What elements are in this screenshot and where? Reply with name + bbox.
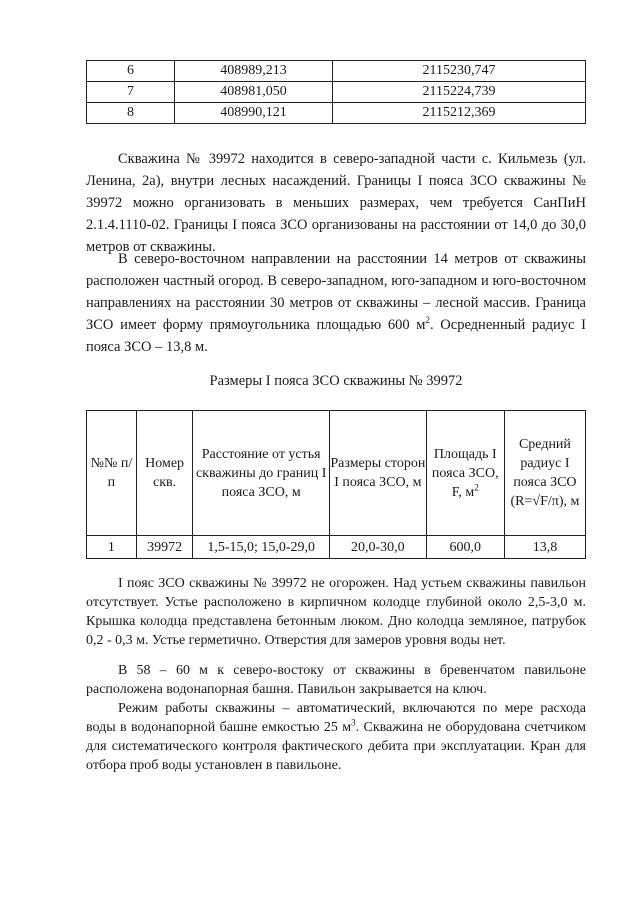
superscript: 2 [425, 315, 430, 326]
coord-x: 408990,121 [175, 103, 333, 124]
cell-area: 600,0 [426, 536, 504, 559]
table-row [87, 103, 586, 124]
point-number: 8 [87, 103, 175, 124]
cell-num: 1 [87, 536, 137, 559]
paragraph-well-condition: I пояс ЗСО скважины № 39972 не огорожен. Над устьем скважины павильон отсутствует. Устье расположено в кирпичном колодце глубиной около 2,5-3,0 м. Крышка колодца представлена бетонным люком. Дно колодца земляное, патрубок 0,2 - 0,3 м. Устье герметично. Отверстия для замеров уровня воды нет. [86, 576, 586, 648]
paragraph-text: . Осредненный радиус I пояса ЗСО – 13,8 м. [86, 317, 586, 355]
cell-distance: 1,5-15,0; 15,0-29,0 [193, 536, 330, 559]
point-number: 6 [87, 61, 175, 82]
cell-radius: 13,8 [504, 536, 585, 559]
point-number: 7 [87, 82, 175, 103]
coord-y: 2115230,747 [333, 61, 586, 82]
cell-sides: 20,0-30,0 [330, 536, 427, 559]
table-row [87, 536, 586, 559]
zso-dimensions-table [86, 410, 586, 559]
table-row [87, 82, 586, 103]
table-header-row [87, 411, 586, 536]
coord-x: 408981,050 [175, 82, 333, 103]
paragraph-water-tower: В 58 – 60 м к северо-востоку от скважины в бревенчатом павильоне расположена водонапорная башня. Павильон закрывается на ключ. [86, 663, 586, 697]
paragraph-surroundings [86, 248, 586, 358]
table-caption: Размеры I пояса ЗСО скважины № 39972 [209, 373, 463, 389]
paragraph-text: В северо-восточном направлении на расстоянии 14 метров от скважины расположен частный огород. В северо-западном, юго-западном и юго-восточном направлениях на расстоянии 30 метров от скважины – лесной массив. Граница ЗСО имеет форму прямоугольника площадью 600 м [86, 251, 586, 333]
header-area-text: Площадь I пояса ЗСО, F, м [431, 446, 499, 500]
header-well: Номер скв. [136, 411, 192, 536]
coord-y: 2115224,739 [333, 82, 586, 103]
header-num: №№ п/п [87, 411, 137, 536]
header-distance: Расстояние от устья скважины до границ I пояса ЗСО, м [193, 411, 330, 536]
paragraph-text: Режим работы скважины – автоматический, включаются по мере расхода воды в водонапорной башне емкостью 25 м [86, 701, 586, 735]
paragraph-text: . Скважина не оборудована счетчиком для систематического контроля фактического дебита при эксплуатации. Кран для отбора проб воды установлен в павильоне. [86, 720, 587, 773]
header-sides: Размеры сторон I пояса ЗСО, м [330, 411, 427, 536]
superscript: 2 [474, 481, 479, 492]
table-row [87, 61, 586, 82]
coordinates-table [86, 60, 586, 124]
coord-x: 408989,213 [175, 61, 333, 82]
coord-y: 2115212,369 [333, 103, 586, 124]
paragraph-operation-mode [86, 699, 586, 775]
superscript: 3 [351, 717, 356, 728]
header-radius: Средний радиус I пояса ЗСО (R=√F/π), м [504, 411, 585, 536]
paragraph-well-location: Скважина № 39972 находится в северо-западной части с. Кильмезь (ул. Ленина, 2а), внутри лесных насаждений. Границы I пояса ЗСО скважины № 39972 можно организовать в меньших размерах, чем требуется СанПиН 2.1.4.1110-02. Границы I пояса ЗСО организованы на расстоянии от 14,0 до 30,0 метров от скважины. [86, 151, 586, 255]
cell-well: 39972 [136, 536, 192, 559]
header-area [426, 411, 504, 536]
